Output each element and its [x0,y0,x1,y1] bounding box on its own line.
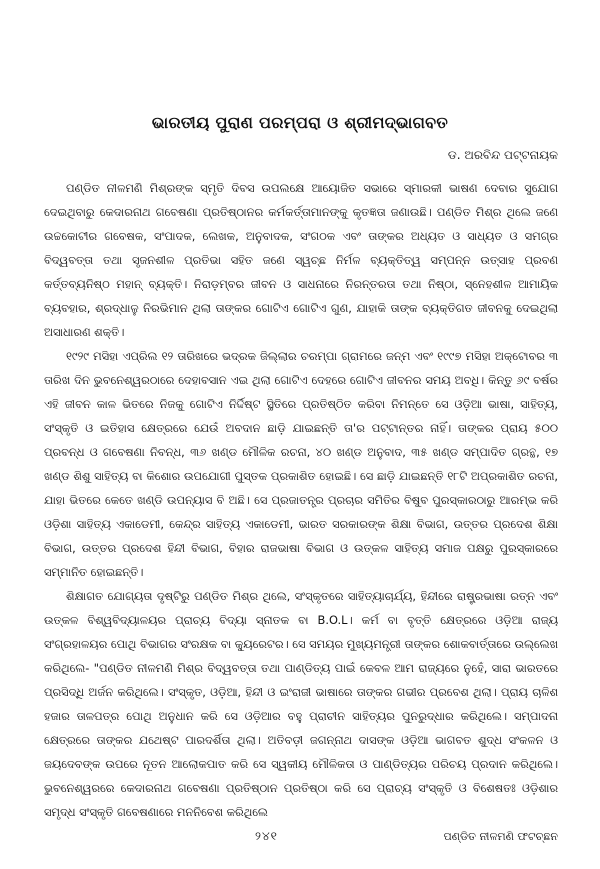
paragraph: ପଣ୍ଡିତ ନୀଳମଣି ମିଶ୍ରଙ୍କ ସ୍ମୃତି ଦିବସ ଉପଲକ୍ଷେ ଆୟୋଜିତ ସଭାରେ ସ୍ମାରକୀ ଭାଷଣ ଦେବାର ସୁଯୋଗ ଦେଇଥିବାରୁ କେଦାରନାଥ ଗବେଷଣା ପ୍ରତିଷ୍ଠାନର କର୍ମକର୍ତ୍ତାମାନଙ୍କୁ କୃତଜ୍ଞତା ଜଣାଉଛି। ପଣ୍ଡିତ ମିଶ୍ର ଥିଲେ ଜଣେ ଉଚ୍ଚକୋଟୀର ଗବେଷକ, ସଂପାଦକ, ଲେଖକ, ଅନୁବାଦକ, ସଂଗଠକ ଏବଂ ତାଙ୍କର ଅଧ୍ୟତ ଓ ସାଧ୍ୟତ ଓ ସମଗ୍ର ବିଦ୍ୱବତ୍ତା ତଥା ସୃଜନଶୀଳ ପ୍ରତିଭା ସହିତ ଜଣେ ସ୍ୱଚ୍ଛ ନିର୍ମଳ ବ୍ୟକ୍ତିତ୍ୱ ସମ୍ପନ୍ନ ଉତ୍ସାହ ପ୍ରବଣ କର୍ତ୍ତବ୍ୟନିଷ୍ଠ ମହାନ୍ ବ୍ୟକ୍ତି। ନିରାଡ଼ମ୍ବର ଜୀବନ ଓ ସାଧନାରେ ନିରନ୍ତରତା ତଥା ନିଷ୍ଠା, ସ୍ନେହଶୀଳ ଆମାୟିକ ବ୍ୟବହାର, ଶ୍ରଦ୍ଧାଳୁ ନିରଭିମାନ ଥିଲା ତାଙ୍କର ଗୋଟିଏ ଗୋଟିଏ ଗୁଣ, ଯାହାକି ତାଙ୍କ ବ୍ୟକ୍ତିଗତ ଜୀବନକୁ ଦେଇଥିଲା ଅସାଧାରଣ ଶକ୍ତି। [44,181,558,339]
author-name: ଡ. ଅରବିନ୍ଦ ପଟ୍ଟନାୟକ [447,148,558,162]
paragraph: ୧୯୨୯ ମସିହା ଏପ୍ରିଲ ୧୨ ତାରିଖରେ ଭଦ୍ରକ ଜିଲ୍ଲାର ଚରମ୍ପା ଗ୍ରାମରେ ଜନ୍ମ ଏବଂ ୧୯୯୭ ମସିହା ଅକ୍ଟୋବର ୩ ତାରିଖ ଦିନ ଭୁବନେଶ୍ୱରଠାରେ ଦେହାବସାନ ଏଇ ଥିଲା ଗୋଟିଏ ଦେହରେ ଗୋଟିଏ ଜୀବନର ସମୟ ଅବଧି। କିନ୍ତୁ ୬୯ ବର୍ଷର ଏହି ଜୀବନ କାଳ ଭିତରେ ନିଜକୁ ଗୋଟିଏ ନିର୍ଦ୍ଦିଷ୍ଟ ସ୍ଥିତିରେ ପ୍ରତିଷ୍ଠିତ କରିବା ନିମନ୍ତେ ସେ ଓଡ଼ିଆ ଭାଷା, ସାହିତ୍ୟ, ସଂସ୍କୃତି ଓ ଇତିହାସ କ୍ଷେତ୍ରରେ ଯେଉଁ ଅବଦାନ ଛାଡ଼ି ଯାଇଛନ୍ତି ତା'ର ପଟ୍ଟାନ୍ତର ନାହିଁ। ତାଙ୍କର ପ୍ରାୟ ୫୦୦ ପ୍ରବନ୍ଧ ଓ ଗବେଷଣା ନିବନ୍ଧ, ୩୬ ଖଣ୍ଡ ମୌଳିକ ରଚନା, ୪୦ ଖଣ୍ଡ ଅନୁବାଦ, ୩୫ ଖଣ୍ଡ ସମ୍ପାଦିତ ଗ୍ରନ୍ଥ, ୧୭ ଖଣ୍ଡ ଶିଶୁ ସାହିତ୍ୟ ବା କିଶୋର ଉପଯୋଗୀ ପୁସ୍ତକ ପ୍ରକାଶିତ ହୋଇଛି। ସେ ଛାଡ଼ି ଯାଇଛନ୍ତି ୧୮ଟି ଅପ୍ରକାଶିତ ରଚନା, ଯାହା ଭିତରେ କେତେ ଖଣ୍ଡି ଉପନ୍ୟାସ ବି ଅଛି। ସେ ପ୍ରଜାତନ୍ତ୍ର ପ୍ରଚାର ସମିତିର ବିଷୁବ ପୁରସ୍କାରଠାରୁ ଆରମ୍ଭ କରି ଓଡ଼ିଶା ସାହିତ୍ୟ ଏକାଡେମୀ, କେନ୍ଦ୍ର ସାହିତ୍ୟ ଏକାଡେମୀ, ଭାରତ ସରକାରଙ୍କ ଶିକ୍ଷା ବିଭାଗ, ଉତ୍ତର ପ୍ରଦେଶ ଶିକ୍ଷା ବିଭାଗ, ଉତ୍ତର ପ୍ରଦେଶ ହିନ୍ଦୀ ବିଭାଗ, ବିହାର ରାଜଭାଷା ବିଭାଗ ଓ ଉତ୍କଳ ସାହିତ୍ୟ ସମାଜ ପକ୍ଷରୁ ପୁରସ୍କାରରେ ସମ୍ମାନିତ ହୋଇଛନ୍ତି। [44,349,558,579]
paragraph: ଶିକ୍ଷାଗତ ଯୋଗ୍ୟତା ଦୃଷ୍ଟିରୁ ପଣ୍ଡିତ ମିଶ୍ର ଥିଲେ, ସଂସ୍କୃତରେ ସାହିତ୍ୟାଚାର୍ଯ୍ୟ, ହିନ୍ଦୀରେ ରାଷ୍ଟ୍ରଭାଷା ରତ୍ନ ଏବଂ ଉତ୍କଳ ବିଶ୍ୱବିଦ୍ୟାଳୟର ପ୍ରାଚ୍ୟ ବିଦ୍ୟା ସ୍ନାତକ ବା B.O.L। କର୍ମ ବା ବୃତ୍ତି କ୍ଷେତ୍ରରେ ଓଡ଼ିଆ ରାଜ୍ୟ ସଂଗ୍ରହାଳୟର ପୋଥି ବିଭାଗର ସଂରକ୍ଷକ ବା କ୍ୟୁରେଟର। ସେ ସମୟର ମୁଖ୍ୟମନ୍ତ୍ରୀ ତାଙ୍କର ଶୋକବାର୍ତ୍ତାରେ ଉଲ୍ଲେଖ କରିଥିଲେ- "ପଣ୍ଡିତ ନୀଳମଣି ମିଶ୍ର ବିଦ୍ୱବତ୍ତା ତଥା ପାଣ୍ଡିତ୍ୟ ପାଇଁ କେବଳ ଆମ ରାଜ୍ୟରେ ନୁହେଁ, ସାରା ଭାରତରେ ପ୍ରସିଦ୍ଧି ଅର୍ଜନ କରିଥିଲେ। ସଂସ୍କୃତ, ଓଡ଼ିଆ, ହିନ୍ଦୀ ଓ ଇଂରାଜୀ ଭାଷାରେ ତାଙ୍କର ଗଭୀର ପ୍ରବେଶ ଥିଲା। ପ୍ରାୟ ଚାଳିଶ ହଜାର ତାଳପତ୍ର ପୋଥି ଅନୁଧାନ କରି ସେ ଓଡ଼ିଆର ବହୁ ପ୍ରାଚୀନ ସାହିତ୍ୟର ପୁନରୁଦ୍ଧାର କରିଥିଲେ। ସମ୍ପାଦନା କ୍ଷେତ୍ରରେ ତାଙ୍କର ଯଥେଷ୍ଟ ପାରଦର୍ଶିତା ଥିଲା। ଅତିବଡ଼ୀ ଜଗନ୍ନାଥ ଦାସଙ୍କ ଓଡ଼ିଆ ଭାଗବତ ଶୁଦ୍ଧ ସଂକଳନ ଓ ଜୟଦେବଙ୍କ ଉପରେ ନୂତନ ଆଲୋକପାତ କରି ସେ ସ୍ୱକୀୟ ମୌଳିକତା ଓ ପାଣ୍ଡିତ୍ୟର ପରିଚୟ ପ୍ରଦାନ କରିଥିଲେ। ଭୁବନେଶ୍ୱରରେ କେଦାରନାଥ ଗବେଷଣା ପ୍ରତିଷ୍ଠାନ ପ୍ରତିଷ୍ଠା କରି ସେ ପ୍ରାଚ୍ୟ ସଂସ୍କୃତି ଓ ବିଶେଷତଃ ଓଡ଼ିଶାର ସମୃଦ୍ଧ ସଂସ୍କୃତି ଗବେଷଣାରେ ମନନିବେଶ କରିଥିଲେ [44,589,558,819]
page-title: ଭାରତୀୟ ପୁରାଣ ପରମ୍ପରା ଓ ଶ୍ରୀମଦ୍‌ଭାଗବତ [151,113,449,132]
page-number: ୨୪୧ [255,829,278,843]
running-footer-title: ପଣ୍ଡିତ ନୀଳମଣି ଫଟଚ୍ଛନ [443,830,558,843]
article-body [44,176,558,824]
